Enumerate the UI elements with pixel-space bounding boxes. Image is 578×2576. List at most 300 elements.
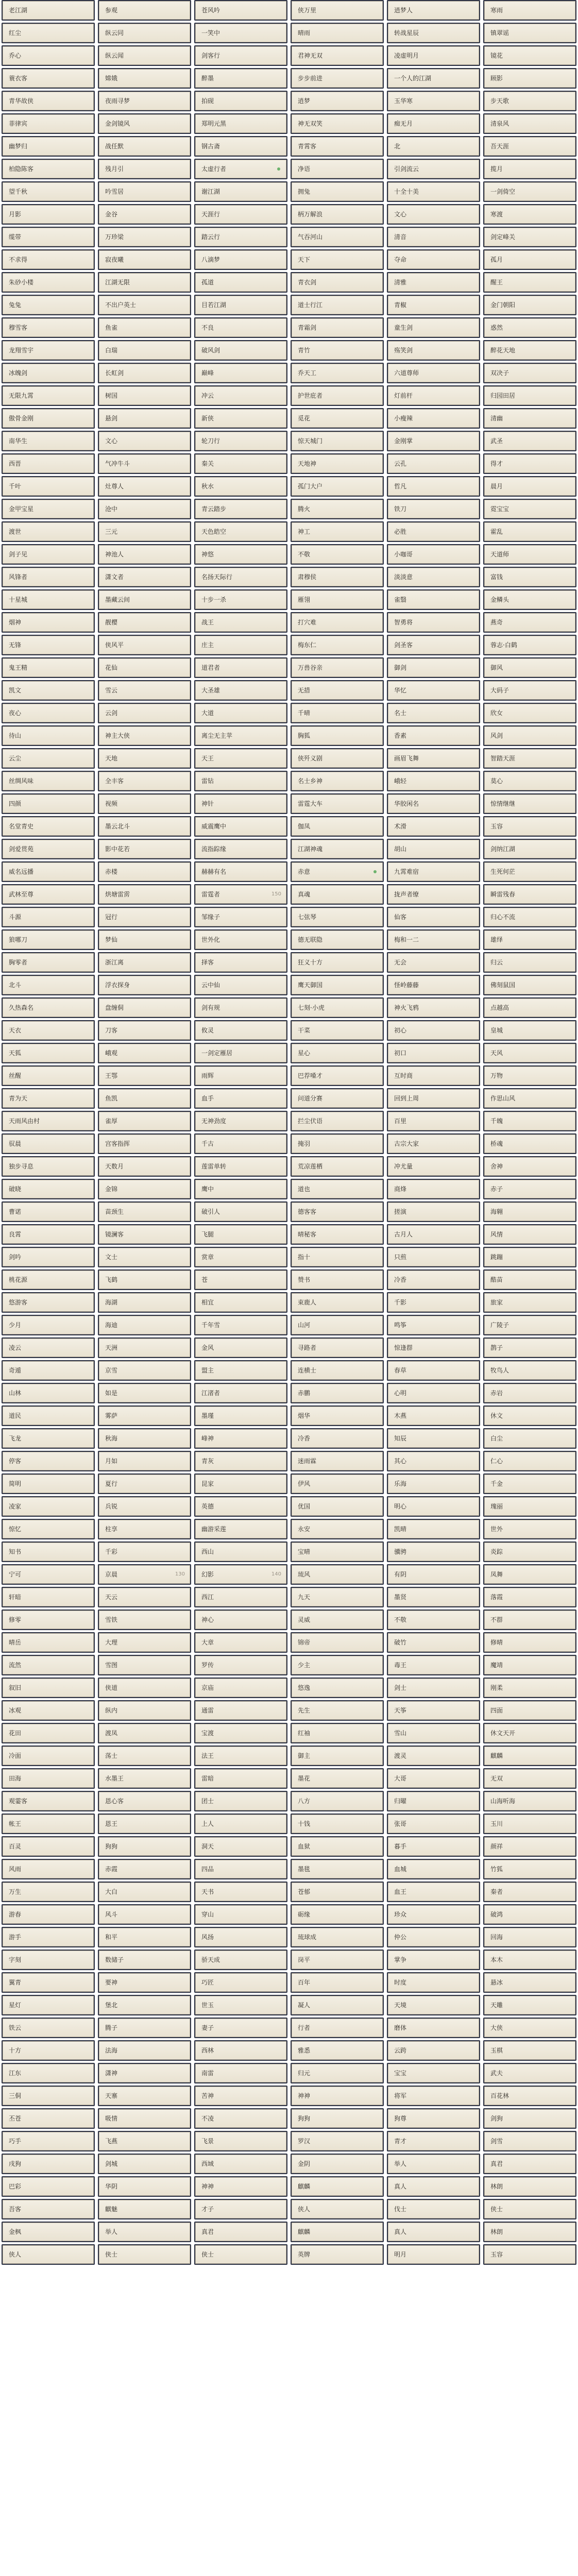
name-tile[interactable] bbox=[483, 1360, 576, 1381]
name-tile[interactable] bbox=[98, 68, 191, 89]
name-tile[interactable] bbox=[2, 793, 95, 814]
name-tile[interactable] bbox=[483, 567, 576, 587]
name-tile[interactable] bbox=[194, 771, 287, 791]
name-tile[interactable] bbox=[98, 204, 191, 225]
name-tile[interactable] bbox=[483, 1836, 576, 1857]
name-tile[interactable] bbox=[291, 1836, 384, 1857]
name-tile[interactable] bbox=[387, 1428, 480, 1449]
name-tile[interactable] bbox=[2, 1904, 95, 1925]
name-tile[interactable] bbox=[2, 1043, 95, 1063]
name-tile[interactable] bbox=[387, 748, 480, 769]
name-tile[interactable] bbox=[291, 589, 384, 610]
name-tile[interactable] bbox=[291, 317, 384, 338]
name-tile[interactable] bbox=[483, 1814, 576, 1834]
name-tile[interactable] bbox=[291, 1904, 384, 1925]
name-tile[interactable] bbox=[2, 1292, 95, 1313]
name-tile[interactable] bbox=[291, 2086, 384, 2106]
name-tile[interactable] bbox=[483, 0, 576, 21]
name-tile[interactable] bbox=[194, 295, 287, 315]
name-tile[interactable] bbox=[98, 249, 191, 270]
name-tile[interactable] bbox=[194, 23, 287, 43]
name-tile[interactable] bbox=[483, 1972, 576, 1993]
name-tile[interactable] bbox=[98, 1927, 191, 1947]
name-tile[interactable] bbox=[483, 861, 576, 882]
name-tile[interactable] bbox=[194, 2222, 287, 2242]
name-tile[interactable] bbox=[2, 1564, 95, 1585]
name-tile[interactable] bbox=[483, 1791, 576, 1811]
name-tile[interactable] bbox=[483, 1859, 576, 1879]
name-tile[interactable] bbox=[98, 1700, 191, 1721]
name-tile[interactable] bbox=[291, 1179, 384, 1199]
name-tile[interactable] bbox=[387, 1292, 480, 1313]
name-tile[interactable] bbox=[194, 1745, 287, 1766]
name-tile[interactable] bbox=[387, 1383, 480, 1403]
name-tile[interactable] bbox=[291, 884, 384, 905]
name-tile[interactable] bbox=[194, 839, 287, 859]
name-tile[interactable] bbox=[194, 159, 287, 179]
name-tile[interactable] bbox=[98, 159, 191, 179]
name-tile[interactable] bbox=[2, 544, 95, 565]
name-tile[interactable] bbox=[194, 1337, 287, 1358]
name-tile[interactable] bbox=[483, 1541, 576, 1562]
name-tile[interactable] bbox=[194, 499, 287, 519]
name-tile[interactable] bbox=[194, 2040, 287, 2061]
name-tile[interactable] bbox=[483, 1496, 576, 1517]
name-tile[interactable] bbox=[98, 680, 191, 701]
name-tile[interactable] bbox=[2, 612, 95, 633]
name-tile[interactable] bbox=[483, 1065, 576, 1086]
name-tile[interactable] bbox=[483, 385, 576, 406]
name-tile[interactable] bbox=[483, 249, 576, 270]
name-tile[interactable] bbox=[98, 1791, 191, 1811]
name-tile[interactable] bbox=[291, 1859, 384, 1879]
name-tile[interactable] bbox=[98, 2108, 191, 2129]
name-tile[interactable] bbox=[2, 1541, 95, 1562]
name-tile[interactable] bbox=[387, 385, 480, 406]
name-tile[interactable] bbox=[291, 1972, 384, 1993]
name-tile[interactable] bbox=[387, 2040, 480, 2061]
name-tile[interactable] bbox=[2, 567, 95, 587]
name-tile[interactable] bbox=[194, 2244, 287, 2265]
name-tile[interactable] bbox=[483, 159, 576, 179]
name-tile[interactable] bbox=[98, 748, 191, 769]
name-tile[interactable] bbox=[98, 657, 191, 678]
name-tile[interactable] bbox=[387, 884, 480, 905]
name-tile[interactable] bbox=[194, 317, 287, 338]
name-tile[interactable] bbox=[194, 1609, 287, 1630]
name-tile[interactable] bbox=[194, 1315, 287, 1335]
name-tile[interactable] bbox=[98, 1179, 191, 1199]
name-tile[interactable] bbox=[98, 23, 191, 43]
name-tile[interactable] bbox=[387, 975, 480, 995]
name-tile[interactable] bbox=[194, 2086, 287, 2106]
name-tile[interactable] bbox=[194, 1655, 287, 1675]
name-tile[interactable] bbox=[194, 1814, 287, 1834]
name-tile[interactable] bbox=[194, 567, 287, 587]
name-tile[interactable] bbox=[387, 1065, 480, 1086]
name-tile[interactable] bbox=[98, 1269, 191, 1290]
name-tile[interactable] bbox=[387, 453, 480, 474]
name-tile[interactable] bbox=[98, 884, 191, 905]
name-tile[interactable] bbox=[483, 748, 576, 769]
name-tile[interactable] bbox=[483, 521, 576, 542]
name-tile[interactable] bbox=[98, 2176, 191, 2197]
name-tile[interactable] bbox=[291, 2063, 384, 2083]
name-tile[interactable] bbox=[291, 113, 384, 134]
name-tile[interactable] bbox=[291, 1111, 384, 1131]
name-tile[interactable] bbox=[194, 2131, 287, 2151]
name-tile[interactable] bbox=[2, 2086, 95, 2106]
name-tile[interactable] bbox=[2, 408, 95, 429]
name-tile[interactable] bbox=[2, 1224, 95, 1245]
name-tile[interactable] bbox=[387, 431, 480, 451]
name-tile[interactable] bbox=[387, 408, 480, 429]
name-tile[interactable] bbox=[291, 1677, 384, 1698]
name-tile[interactable] bbox=[483, 2108, 576, 2129]
name-tile[interactable] bbox=[387, 317, 480, 338]
name-tile[interactable] bbox=[2, 907, 95, 927]
name-tile[interactable] bbox=[387, 2244, 480, 2265]
name-tile[interactable] bbox=[98, 1360, 191, 1381]
name-tile[interactable] bbox=[291, 1632, 384, 1653]
name-tile[interactable] bbox=[291, 793, 384, 814]
name-tile[interactable] bbox=[483, 1405, 576, 1426]
name-tile[interactable] bbox=[291, 1383, 384, 1403]
name-tile[interactable] bbox=[2, 1473, 95, 1494]
name-tile[interactable] bbox=[194, 1496, 287, 1517]
name-tile[interactable] bbox=[291, 408, 384, 429]
name-tile[interactable] bbox=[194, 0, 287, 21]
name-tile[interactable] bbox=[387, 227, 480, 247]
name-tile[interactable] bbox=[98, 907, 191, 927]
name-tile[interactable] bbox=[387, 657, 480, 678]
name-tile[interactable] bbox=[483, 2086, 576, 2106]
name-tile[interactable] bbox=[291, 680, 384, 701]
name-tile[interactable] bbox=[98, 1315, 191, 1335]
name-tile[interactable] bbox=[98, 1156, 191, 1177]
name-tile[interactable] bbox=[291, 295, 384, 315]
name-tile[interactable] bbox=[98, 2244, 191, 2265]
name-tile[interactable] bbox=[387, 2063, 480, 2083]
name-tile[interactable] bbox=[2, 2154, 95, 2174]
name-tile[interactable] bbox=[483, 136, 576, 157]
name-tile[interactable] bbox=[387, 907, 480, 927]
name-tile[interactable] bbox=[194, 181, 287, 202]
name-tile[interactable] bbox=[291, 1768, 384, 1789]
name-tile[interactable] bbox=[483, 1315, 576, 1335]
name-tile[interactable] bbox=[2, 635, 95, 655]
name-tile[interactable] bbox=[387, 725, 480, 746]
name-tile[interactable] bbox=[387, 204, 480, 225]
name-tile[interactable] bbox=[98, 725, 191, 746]
name-tile[interactable] bbox=[2, 2244, 95, 2265]
name-tile[interactable] bbox=[98, 2222, 191, 2242]
name-tile[interactable] bbox=[2, 2108, 95, 2129]
name-tile[interactable] bbox=[483, 2176, 576, 2197]
name-tile[interactable] bbox=[98, 952, 191, 973]
name-tile[interactable] bbox=[2, 136, 95, 157]
name-tile[interactable] bbox=[98, 1088, 191, 1109]
name-tile[interactable] bbox=[483, 45, 576, 66]
name-tile[interactable] bbox=[387, 1269, 480, 1290]
name-tile[interactable] bbox=[194, 1700, 287, 1721]
name-tile[interactable] bbox=[2, 1882, 95, 1902]
name-tile[interactable] bbox=[483, 816, 576, 837]
name-tile[interactable] bbox=[194, 1859, 287, 1879]
name-tile[interactable] bbox=[194, 68, 287, 89]
name-tile[interactable] bbox=[98, 1904, 191, 1925]
name-tile[interactable] bbox=[98, 1133, 191, 1154]
name-tile[interactable] bbox=[483, 929, 576, 950]
name-tile[interactable] bbox=[194, 1904, 287, 1925]
name-tile[interactable] bbox=[194, 1383, 287, 1403]
name-tile[interactable] bbox=[2, 1859, 95, 1879]
name-tile[interactable] bbox=[2, 952, 95, 973]
name-tile[interactable] bbox=[387, 1791, 480, 1811]
name-tile[interactable] bbox=[387, 861, 480, 882]
name-tile[interactable] bbox=[98, 1020, 191, 1041]
name-tile[interactable] bbox=[387, 2176, 480, 2197]
name-tile[interactable] bbox=[291, 45, 384, 66]
name-tile[interactable] bbox=[387, 136, 480, 157]
name-tile[interactable] bbox=[2, 1065, 95, 1086]
name-tile[interactable] bbox=[387, 2222, 480, 2242]
name-tile[interactable] bbox=[2, 521, 95, 542]
name-tile[interactable] bbox=[483, 1451, 576, 1471]
name-tile[interactable] bbox=[98, 1111, 191, 1131]
name-tile[interactable] bbox=[291, 1451, 384, 1471]
name-tile[interactable] bbox=[483, 657, 576, 678]
name-tile[interactable] bbox=[483, 431, 576, 451]
name-tile[interactable] bbox=[387, 2018, 480, 2038]
name-tile[interactable] bbox=[2, 385, 95, 406]
name-tile[interactable] bbox=[2, 272, 95, 293]
name-tile[interactable] bbox=[291, 159, 384, 179]
name-tile[interactable] bbox=[483, 2018, 576, 2038]
name-tile[interactable] bbox=[98, 1405, 191, 1426]
name-tile[interactable] bbox=[291, 1201, 384, 1222]
name-tile[interactable] bbox=[2, 159, 95, 179]
name-tile[interactable] bbox=[387, 476, 480, 497]
name-tile[interactable] bbox=[387, 181, 480, 202]
name-tile[interactable] bbox=[2, 1269, 95, 1290]
name-tile[interactable] bbox=[291, 1224, 384, 1245]
name-tile[interactable] bbox=[194, 1950, 287, 1970]
name-tile[interactable] bbox=[2, 2176, 95, 2197]
name-tile[interactable] bbox=[387, 1859, 480, 1879]
name-tile[interactable] bbox=[483, 2154, 576, 2174]
name-tile[interactable] bbox=[387, 1451, 480, 1471]
name-tile[interactable] bbox=[291, 453, 384, 474]
name-tile[interactable] bbox=[387, 816, 480, 837]
name-tile[interactable] bbox=[194, 1020, 287, 1041]
name-tile[interactable] bbox=[387, 1655, 480, 1675]
name-tile[interactable] bbox=[2, 295, 95, 315]
name-tile[interactable] bbox=[98, 1224, 191, 1245]
name-tile[interactable] bbox=[387, 1587, 480, 1607]
name-tile[interactable] bbox=[387, 839, 480, 859]
name-tile[interactable] bbox=[291, 1043, 384, 1063]
name-tile[interactable] bbox=[291, 1995, 384, 2015]
name-tile[interactable] bbox=[2, 1836, 95, 1857]
name-tile[interactable] bbox=[291, 1247, 384, 1267]
name-tile[interactable] bbox=[194, 861, 287, 882]
name-tile[interactable] bbox=[98, 2040, 191, 2061]
name-tile[interactable] bbox=[291, 975, 384, 995]
name-tile[interactable] bbox=[2, 1995, 95, 2015]
name-tile[interactable] bbox=[98, 1995, 191, 2015]
name-tile[interactable] bbox=[291, 1156, 384, 1177]
name-tile[interactable] bbox=[291, 907, 384, 927]
name-tile[interactable] bbox=[194, 2063, 287, 2083]
name-tile[interactable] bbox=[194, 385, 287, 406]
name-tile[interactable] bbox=[387, 45, 480, 66]
name-tile[interactable] bbox=[387, 1224, 480, 1245]
name-tile[interactable] bbox=[387, 1133, 480, 1154]
name-tile[interactable] bbox=[483, 340, 576, 361]
name-tile[interactable] bbox=[98, 136, 191, 157]
name-tile[interactable] bbox=[98, 1428, 191, 1449]
name-tile[interactable] bbox=[483, 544, 576, 565]
name-tile[interactable] bbox=[98, 317, 191, 338]
name-tile[interactable] bbox=[98, 227, 191, 247]
name-tile[interactable] bbox=[98, 1043, 191, 1063]
name-tile[interactable] bbox=[483, 1088, 576, 1109]
name-tile[interactable] bbox=[291, 1882, 384, 1902]
name-tile[interactable] bbox=[2, 1700, 95, 1721]
name-tile[interactable] bbox=[194, 1882, 287, 1902]
name-tile[interactable] bbox=[483, 1700, 576, 1721]
name-tile[interactable] bbox=[2, 1133, 95, 1154]
name-tile[interactable] bbox=[2, 340, 95, 361]
name-tile[interactable] bbox=[387, 567, 480, 587]
name-tile[interactable] bbox=[2, 589, 95, 610]
name-tile[interactable] bbox=[483, 997, 576, 1018]
name-tile[interactable] bbox=[2, 1201, 95, 1222]
name-tile[interactable] bbox=[387, 1564, 480, 1585]
name-tile[interactable] bbox=[98, 1383, 191, 1403]
name-tile[interactable] bbox=[483, 1587, 576, 1607]
name-tile[interactable] bbox=[194, 1179, 287, 1199]
name-tile[interactable] bbox=[483, 680, 576, 701]
name-tile[interactable] bbox=[291, 544, 384, 565]
name-tile[interactable] bbox=[98, 1496, 191, 1517]
name-tile[interactable] bbox=[387, 2086, 480, 2106]
name-tile[interactable] bbox=[483, 1882, 576, 1902]
name-tile[interactable] bbox=[2, 816, 95, 837]
name-tile[interactable] bbox=[98, 839, 191, 859]
name-tile[interactable] bbox=[387, 91, 480, 111]
name-tile[interactable] bbox=[387, 1814, 480, 1834]
name-tile[interactable] bbox=[2, 45, 95, 66]
name-tile[interactable] bbox=[2, 975, 95, 995]
name-tile[interactable] bbox=[483, 23, 576, 43]
name-tile[interactable] bbox=[387, 997, 480, 1018]
name-tile[interactable] bbox=[387, 612, 480, 633]
name-tile[interactable] bbox=[291, 816, 384, 837]
name-tile[interactable] bbox=[387, 589, 480, 610]
name-tile[interactable] bbox=[483, 1428, 576, 1449]
name-tile[interactable] bbox=[387, 1882, 480, 1902]
name-tile[interactable] bbox=[291, 1700, 384, 1721]
name-tile[interactable] bbox=[194, 431, 287, 451]
name-tile[interactable] bbox=[98, 295, 191, 315]
name-tile[interactable] bbox=[291, 136, 384, 157]
name-tile[interactable] bbox=[483, 1723, 576, 1743]
name-tile[interactable] bbox=[194, 793, 287, 814]
name-tile[interactable] bbox=[2, 453, 95, 474]
name-tile[interactable] bbox=[483, 907, 576, 927]
name-tile[interactable] bbox=[98, 975, 191, 995]
name-tile[interactable] bbox=[291, 340, 384, 361]
name-tile[interactable] bbox=[194, 1972, 287, 1993]
name-tile[interactable] bbox=[2, 1383, 95, 1403]
name-tile[interactable] bbox=[291, 1065, 384, 1086]
name-tile[interactable] bbox=[291, 2131, 384, 2151]
name-tile[interactable] bbox=[98, 1564, 191, 1585]
name-tile[interactable] bbox=[483, 2222, 576, 2242]
name-tile[interactable] bbox=[2, 23, 95, 43]
name-tile[interactable] bbox=[291, 952, 384, 973]
name-tile[interactable] bbox=[291, 249, 384, 270]
name-tile[interactable] bbox=[2, 884, 95, 905]
name-tile[interactable] bbox=[98, 521, 191, 542]
name-tile[interactable] bbox=[387, 113, 480, 134]
name-tile[interactable] bbox=[98, 567, 191, 587]
name-tile[interactable] bbox=[194, 657, 287, 678]
name-tile[interactable] bbox=[291, 725, 384, 746]
name-tile[interactable] bbox=[291, 1133, 384, 1154]
name-tile[interactable] bbox=[194, 975, 287, 995]
name-tile[interactable] bbox=[387, 1156, 480, 1177]
name-tile[interactable] bbox=[387, 635, 480, 655]
name-tile[interactable] bbox=[483, 1904, 576, 1925]
name-tile[interactable] bbox=[2, 1156, 95, 1177]
name-tile[interactable] bbox=[194, 91, 287, 111]
name-tile[interactable] bbox=[2, 476, 95, 497]
name-tile[interactable] bbox=[483, 204, 576, 225]
name-tile[interactable] bbox=[2, 1768, 95, 1789]
name-tile[interactable] bbox=[387, 1337, 480, 1358]
name-tile[interactable] bbox=[483, 839, 576, 859]
name-tile[interactable] bbox=[2, 997, 95, 1018]
name-tile[interactable] bbox=[2, 1247, 95, 1267]
name-tile[interactable] bbox=[2, 1111, 95, 1131]
name-tile[interactable] bbox=[483, 1473, 576, 1494]
name-tile[interactable] bbox=[387, 1745, 480, 1766]
name-tile[interactable] bbox=[291, 1541, 384, 1562]
name-tile[interactable] bbox=[2, 2131, 95, 2151]
name-tile[interactable] bbox=[291, 181, 384, 202]
name-tile[interactable] bbox=[387, 1020, 480, 1041]
name-tile[interactable] bbox=[2, 2040, 95, 2061]
name-tile[interactable] bbox=[194, 113, 287, 134]
name-tile[interactable] bbox=[98, 997, 191, 1018]
name-tile[interactable] bbox=[291, 567, 384, 587]
name-tile[interactable] bbox=[291, 91, 384, 111]
name-tile[interactable] bbox=[2, 1405, 95, 1426]
name-tile[interactable] bbox=[291, 272, 384, 293]
name-tile[interactable] bbox=[387, 1473, 480, 1494]
name-tile[interactable] bbox=[483, 1564, 576, 1585]
name-tile[interactable] bbox=[194, 1632, 287, 1653]
name-tile[interactable] bbox=[2, 680, 95, 701]
name-tile[interactable] bbox=[291, 1745, 384, 1766]
name-tile[interactable] bbox=[194, 272, 287, 293]
name-tile[interactable] bbox=[387, 1496, 480, 1517]
name-tile[interactable] bbox=[194, 884, 287, 905]
name-tile[interactable] bbox=[387, 2108, 480, 2129]
